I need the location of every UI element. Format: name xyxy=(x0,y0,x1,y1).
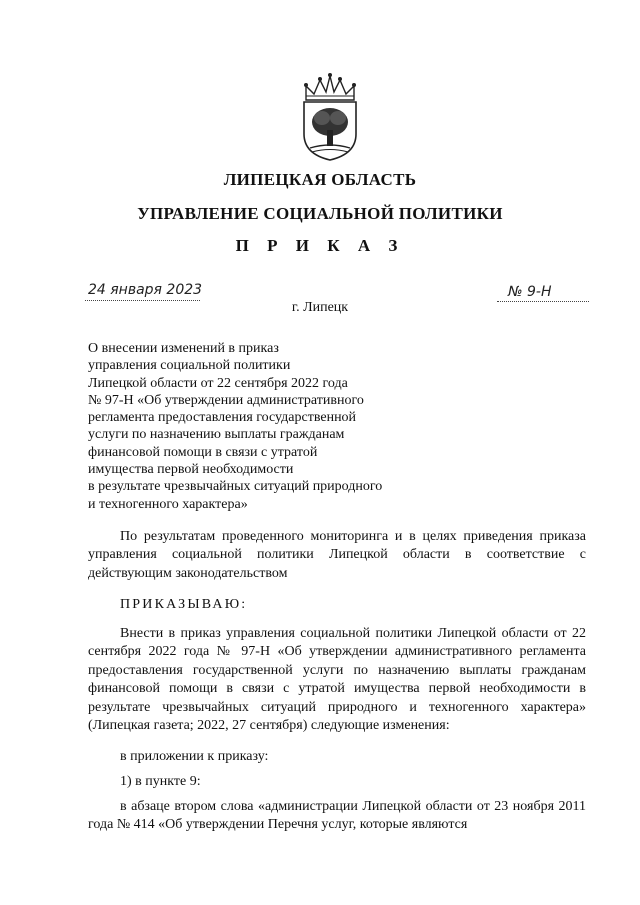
city-label: г. Липецк xyxy=(291,300,349,315)
subject-line: имущества первой необходимости xyxy=(88,462,294,478)
order-date: 24 января 2023 xyxy=(88,282,203,298)
subject-line: услуги по назначению выплаты гражданам xyxy=(88,427,345,443)
region-title: ЛИПЕЦКАЯ ОБЛАСТЬ xyxy=(223,170,417,189)
order-subject xyxy=(88,340,418,513)
department-title: УПРАВЛЕНИЕ СОЦИАЛЬНОЙ ПОЛИТИКИ xyxy=(137,204,503,223)
amendment-paragraph: в абзаце втором слова «администрации Липецкой области от 23 ноября 2011 года № 414 «Об утверждении Перечня услуг, которые являются xyxy=(88,799,586,833)
appendix-paragraph: в приложении к приказу: xyxy=(120,749,269,764)
subject-line: регламента предоставления государственной xyxy=(88,410,357,426)
item-paragraph: 1) в пункте 9: xyxy=(120,774,201,789)
subject-line: Липецкой области от 22 сентября 2022 года xyxy=(88,375,348,391)
order-directive: ПРИКАЗЫВАЮ: xyxy=(120,597,248,612)
order-number: № 9-Н xyxy=(508,284,552,300)
subject-line: финансовой помощи в связи с утратой xyxy=(88,444,318,460)
subject-line: и техногенного характера» xyxy=(88,496,248,512)
subject-line: О внесении изменений в приказ xyxy=(88,341,279,356)
coat-of-arms-icon xyxy=(298,72,362,162)
subject-line: управления социальной политики xyxy=(88,358,291,374)
subject-line: в результате чрезвычайных ситуаций природного xyxy=(88,479,383,495)
document-type-title: П Р И К А З xyxy=(235,236,405,255)
subject-line: № 97-Н «Об утверждении административного xyxy=(88,392,364,408)
preamble-paragraph: По результатам проведенного мониторинга и в целях приведения приказа управления социальной политики Липецкой области в соответствие с действующим законодательством xyxy=(88,529,586,581)
main-paragraph: Внести в приказ управления социальной политики Липецкой области от 22 сентября 2022 года № 97-Н «Об утверждении административного регламента предоставления государственной услуги по назначению выплаты гражданам финансовой помощи в связи с утратой имущества первой необходимости в результате чрезвычайных ситуаций природного и техногенного характера» (Липецкая газета; 2022, 27 сентября) следующие изменения: xyxy=(88,626,586,734)
